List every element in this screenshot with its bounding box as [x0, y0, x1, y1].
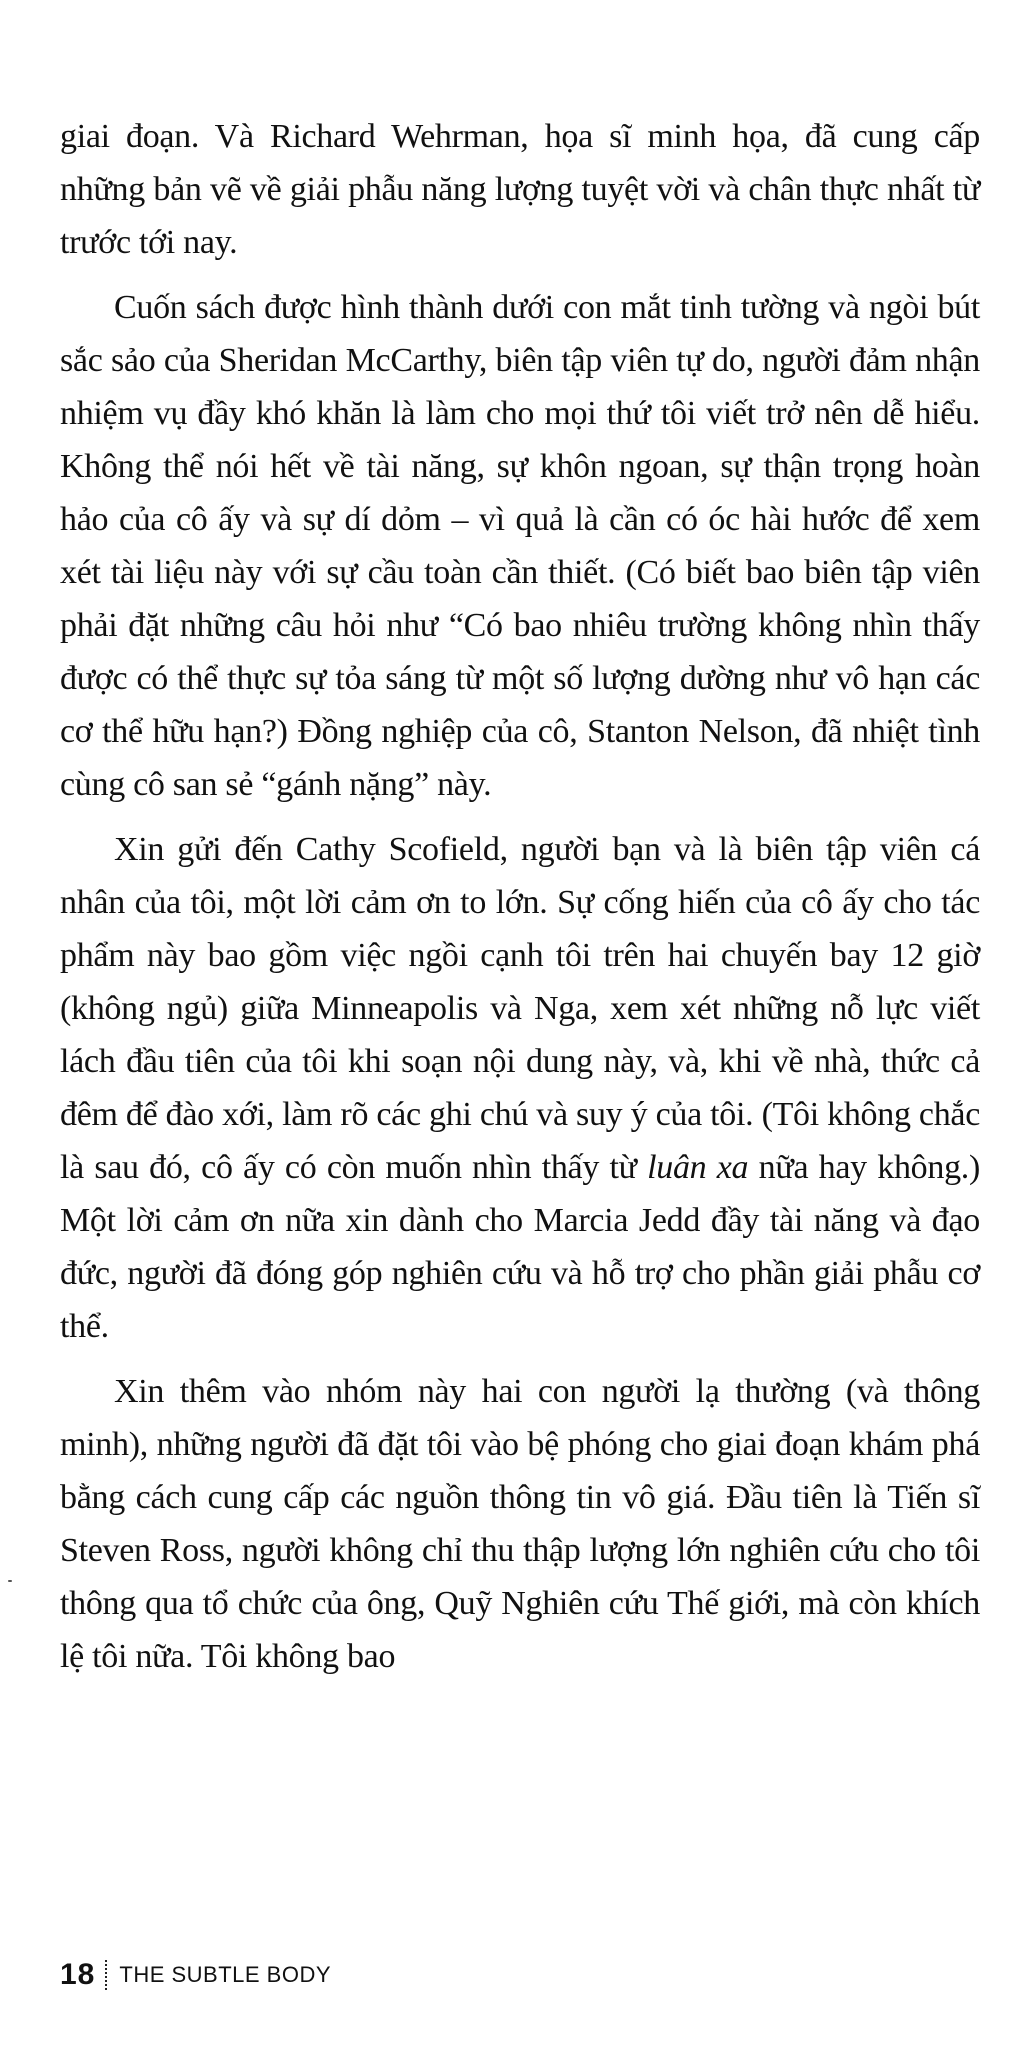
text-run: giai đoạn. Và Richard Wehrman, họa sĩ minh họa, đã cung cấp những bản vẽ về giải phẫu năng lượng tuyệt vời và chân thực nhất từ trước tới nay.: [60, 118, 980, 261]
paragraph: [60, 281, 980, 811]
italic-term: luân xa: [647, 1149, 749, 1186]
paragraph: [60, 823, 980, 1353]
text-run: Xin thêm vào nhóm này hai con người lạ thường (và thông minh), những người đã đặt tôi vào bệ phóng cho giai đoạn khám phá bằng cách cung cấp các nguồn thông tin vô giá. Đầu tiên là Tiến sĩ Steven Ross, người không chỉ thu thập lượng lớn nghiên cứu cho tôi thông qua tổ chức của ông, Quỹ Nghiên cứu Thế giới, mà còn khích lệ tôi nữa. Tôi không bao: [60, 1373, 980, 1675]
scan-speck: [8, 1580, 12, 1582]
paragraph: [60, 1365, 980, 1683]
running-title: THE SUBTLE BODY: [119, 1962, 332, 1987]
footer-divider: [105, 1960, 107, 1990]
body-text: [60, 110, 980, 1695]
text-run: nữa hay không.) Một lời cảm ơn nữa xin dành cho Marcia Jedd đầy tài năng và đạo đức, người đã đóng góp nghiên cứu và hỗ trợ cho phần giải phẫu cơ thể.: [60, 1149, 980, 1345]
page-number: 18: [60, 1958, 96, 1991]
page-footer: [60, 1955, 331, 1995]
paragraph: [60, 110, 980, 269]
text-run: Xin gửi đến Cathy Scofield, người bạn và là biên tập viên cá nhân của tôi, một lời cảm ơn to lớn. Sự cống hiến của cô ấy cho tác phẩm này bao gồm việc ngồi cạnh tôi trên hai chuyến bay 12 giờ (không ngủ) giữa Minneapolis và Nga, xem xét những nỗ lực viết lách đầu tiên của tôi khi soạn nội dung này, và, khi về nhà, thức cả đêm để đào xới, làm rõ các ghi chú và suy ý của tôi. (Tôi không chắc là sau đó, cô ấy có còn muốn nhìn thấy từ: [60, 831, 980, 1186]
text-run: Cuốn sách được hình thành dưới con mắt tinh tường và ngòi bút sắc sảo của Sheridan McCarthy, biên tập viên tự do, người đảm nhận nhiệm vụ đầy khó khăn là làm cho mọi thứ tôi viết trở nên dễ hiểu. Không thể nói hết về tài năng, sự khôn ngoan, sự thận trọng hoàn hảo của cô ấy và sự dí dỏm – vì quả là cần có óc hài hước để xem xét tài liệu này với sự cầu toàn cần thiết. (Có biết bao biên tập viên phải đặt những câu hỏi như “Có bao nhiêu trường không nhìn thấy được có thể thực sự tỏa sáng từ một số lượng dường như vô hạn các cơ thể hữu hạn?) Đồng nghiệp của cô, Stanton Nelson, đã nhiệt tình cùng cô san sẻ “gánh nặng” này.: [60, 289, 980, 803]
